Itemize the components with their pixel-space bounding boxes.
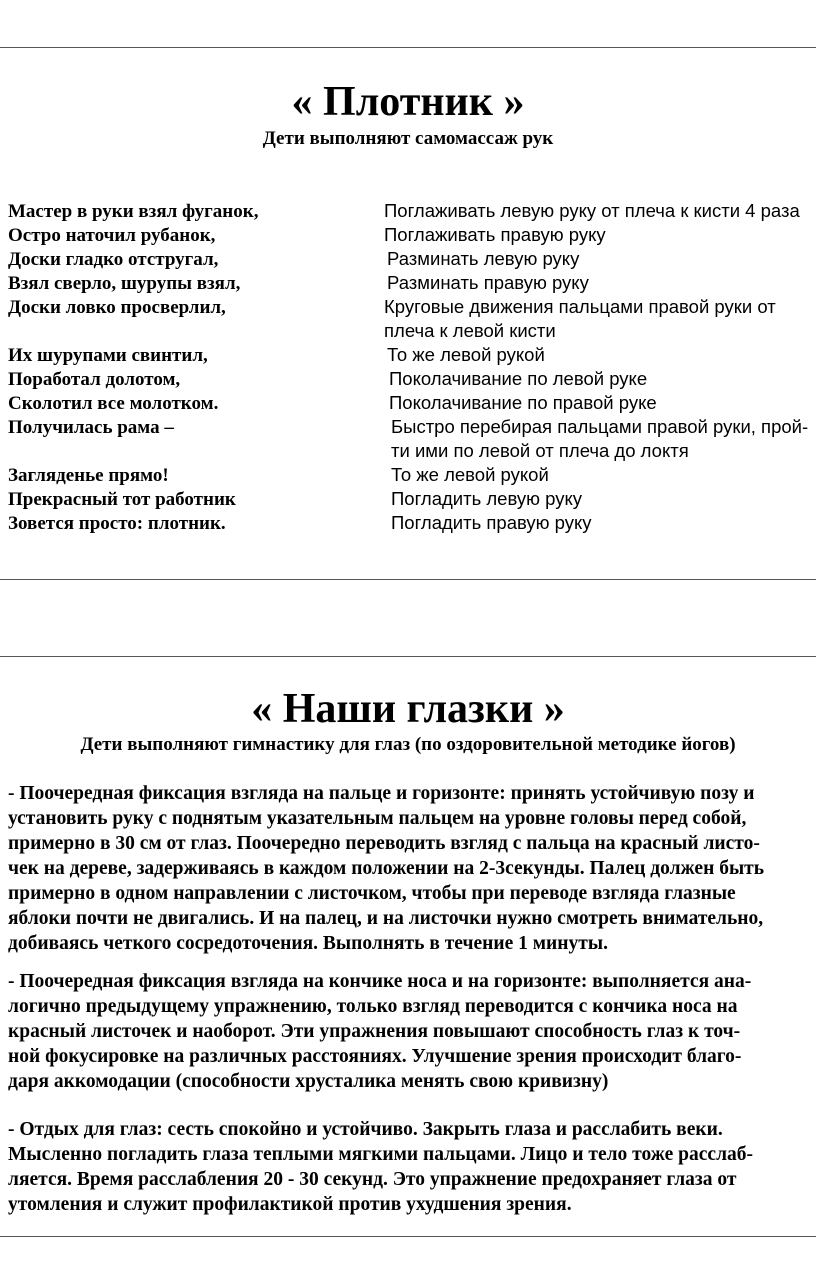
poem-line: Доски ловко просверлил, — [8, 297, 226, 318]
divider — [0, 579, 816, 580]
action-line: То же левой рукой — [387, 344, 545, 365]
poem-line: Загляденье прямо! — [8, 465, 169, 486]
poem-line: Получилась рама – — [8, 417, 174, 438]
poem-line: Сколотил все молотком. — [8, 393, 219, 414]
action-line: Погладить правую руку — [391, 512, 592, 533]
action-line: Круговые движения пальцами правой руки от — [384, 296, 776, 317]
poem-line — [8, 440, 258, 464]
section-subtitle-carpenter: Дети выполняют самомассаж рук — [262, 128, 554, 149]
action-line: Поглаживать правую руку — [384, 224, 606, 245]
poem-line: Остро наточил рубанок, — [8, 225, 216, 246]
action-line: Быстро перебирая пальцами правой руки, прой- — [391, 416, 809, 437]
action-line: Разминать правую руку — [387, 272, 589, 293]
action-line: Поглаживать левую руку от плеча к кисти 4 раза — [384, 200, 800, 221]
section-title-carpenter: « Плотник » — [291, 79, 525, 125]
poem-line: Доски гладко отстругал, — [8, 249, 219, 270]
poem-line: Их шурупами свинтил, — [8, 345, 208, 366]
poem-line: Мастер в руки взял фуганок, — [8, 201, 259, 222]
section-subtitle-eyes: Дети выполняют гимнастику для глаз (по оздоровительной методике йогов) — [80, 734, 736, 755]
action-line: Поколачивание по левой руке — [389, 368, 648, 389]
exercise-paragraph: - Поочередная фиксация взгляда на кончике носа и на горизонте: выполняется ана- логично предыдущему упражнению, только взгляд переводится с кончика носа на красный листочек и наоборот. Эти упражнения повышают способность глаз к точ- ной фокусировке на различных расстояниях. Улучшение зрения происходит благо- даря аккомодации (способности хрусталика менять свою кривизну) — [8, 971, 752, 1092]
action-line: Поколачивание по правой руке — [389, 392, 657, 413]
action-line: плеча к левой кисти — [384, 320, 556, 341]
poem-line: Поработал долотом, — [8, 369, 181, 390]
action-line: Погладить левую руку — [391, 488, 583, 509]
poem-line: Взял сверло, шурупы взял, — [8, 273, 241, 294]
section-title-eyes: « Наши глазки » — [251, 686, 565, 732]
poem-line: Прекрасный тот работник — [8, 489, 236, 510]
poem-line: Зовется просто: плотник. — [8, 513, 226, 534]
poem-column — [8, 200, 258, 536]
divider — [0, 656, 816, 657]
action-line: То же левой рукой — [391, 464, 549, 485]
exercise-paragraph: - Поочередная фиксация взгляда на пальце и горизонте: принять устойчивую позу и установить руку с поднятым указательным пальцем на уровне головы перед собой, примерно в 30 см от глаз. Поочередно переводить взгляд с пальца на красный листо- чек на дереве, задерживаясь в каждом положении на 2-3секунды. Палец должен быть примерно в одном направлении с листочком, чтобы при переводе взгляда глазные яблоки почти не двигались. И на палец, и на листочки нужно смотреть внимательно, добиваясь четкого сосредоточения. Выполнять в течение 1 минуты. — [8, 783, 765, 954]
poem-line — [8, 320, 258, 344]
actions-column — [384, 199, 816, 535]
top-divider — [0, 47, 816, 48]
exercise-paragraph: - Отдых для глаз: сесть спокойно и устойчиво. Закрыть глаза и расслабить веки. Мысленно погладить глаза теплыми мягкими пальцами. Лицо и тело тоже расслаб- ляется. Время расслабления 20 - 30 секунд. Это упражнение предохраняет глаза от утомления и служит профилактикой против ухудшения зрения. — [8, 1119, 754, 1215]
action-line: ти ими по левой от плеча до локтя — [391, 440, 689, 461]
bottom-divider — [0, 1236, 816, 1237]
action-line: Разминать левую руку — [387, 248, 580, 269]
